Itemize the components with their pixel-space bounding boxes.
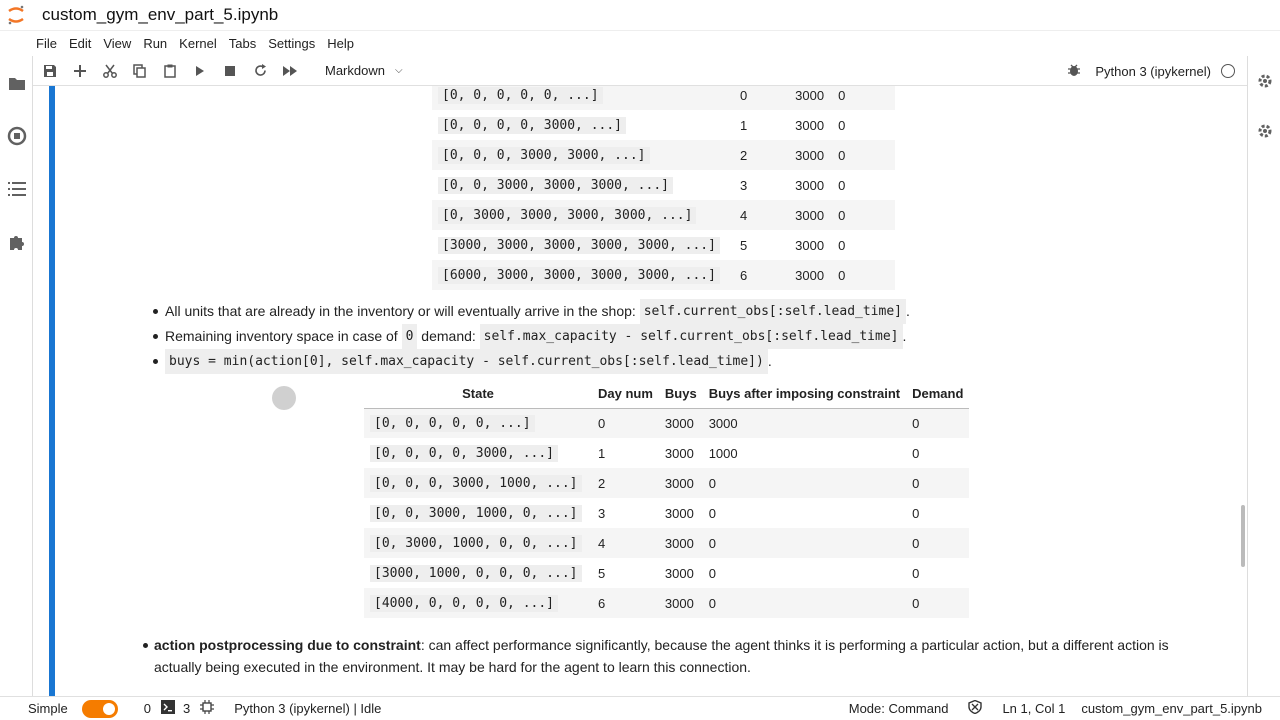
header-buys: Buys xyxy=(659,380,703,408)
table-cell: 0 xyxy=(906,528,969,558)
table-cell xyxy=(432,140,734,170)
cursor-position[interactable]: Ln 1, Col 1 xyxy=(1002,701,1066,716)
folder-icon[interactable] xyxy=(0,56,33,109)
table-cell: 4 xyxy=(592,528,659,558)
chevron-down-icon: ⌵ xyxy=(394,65,403,76)
jupyter-logo-icon xyxy=(0,0,32,31)
simple-mode-toggle[interactable] xyxy=(82,700,118,718)
menu-settings[interactable]: Settings xyxy=(268,35,316,51)
state-code: [0, 0, 0, 3000, 3000, ...] xyxy=(438,147,650,164)
table-cell: 2 xyxy=(734,140,789,170)
table-cell: 3000 xyxy=(659,468,703,498)
header-buys-after: Buys after imposing constraint xyxy=(703,380,906,408)
table-cell: 6 xyxy=(592,588,659,618)
table-cell: 3000 xyxy=(664,565,694,581)
menu-help[interactable]: Help xyxy=(327,35,354,51)
table-cell: 0 xyxy=(912,565,920,581)
table-cell xyxy=(432,230,734,260)
menu-edit[interactable]: Edit xyxy=(68,35,92,51)
table-row xyxy=(432,86,895,110)
add-cell-icon[interactable] xyxy=(65,57,95,85)
state-code: [6000, 3000, 3000, 3000, 3000, ...] xyxy=(438,267,720,284)
table-row xyxy=(364,558,969,588)
table-cell: 3 xyxy=(739,177,748,193)
running-kernels-icon[interactable] xyxy=(0,109,33,162)
table-cell: 0 xyxy=(703,588,906,618)
header-day-num: Day num xyxy=(592,380,659,408)
table-cell xyxy=(432,170,734,200)
active-cell-indicator xyxy=(49,86,55,696)
document-title: custom_gym_env_part_5.ipynb xyxy=(42,5,279,24)
inventory-table-1 xyxy=(432,86,895,290)
table-cell: 0 xyxy=(912,505,920,521)
table-cell: 2 xyxy=(592,468,659,498)
state-code: [0, 3000, 1000, 0, 0, ...] xyxy=(370,535,582,552)
table-cell: 3000 xyxy=(789,200,832,230)
table-cell xyxy=(364,498,592,528)
table-cell xyxy=(364,408,592,438)
table-cell: 0 xyxy=(838,117,846,133)
final-bullet xyxy=(143,634,1173,678)
table-row xyxy=(432,230,895,260)
table-cell: 0 xyxy=(906,588,969,618)
table-cell: 3000 xyxy=(795,117,825,133)
stop-icon[interactable] xyxy=(215,57,245,85)
cell-type-dropdown[interactable] xyxy=(325,63,403,78)
menu-file[interactable]: File xyxy=(36,35,57,51)
kernel-indicator[interactable] xyxy=(1067,56,1235,86)
table-cell: 3000 xyxy=(659,528,703,558)
table-cell: 3000 xyxy=(789,260,832,290)
table-cell: 0 xyxy=(708,565,716,581)
state-code: [0, 0, 0, 0, 3000, ...] xyxy=(370,445,558,462)
header-demand: Demand xyxy=(906,380,969,408)
left-sidebar xyxy=(0,56,33,696)
final-text: : can affect performance significantly, because the agent thinks it is performing a particular action, but a different action is actually being executed in the environment. It may be hard for the agent to learn this connection. xyxy=(154,637,1169,675)
cpu-chip-icon[interactable] xyxy=(200,700,214,717)
simple-mode-label: Simple xyxy=(28,701,68,716)
state-code: [0, 0, 0, 0, 0, ...] xyxy=(370,415,535,432)
table-row xyxy=(432,200,895,230)
table-cell: 0 xyxy=(734,86,789,110)
table-cell: 0 xyxy=(906,468,969,498)
kernel-count[interactable]: 0 xyxy=(143,701,151,716)
table-cell xyxy=(432,110,734,140)
restart-icon[interactable] xyxy=(245,57,275,85)
title-bar xyxy=(0,0,1280,31)
paste-icon[interactable] xyxy=(155,57,185,85)
menu-bar xyxy=(30,31,360,55)
table-cell: 0 xyxy=(912,445,920,461)
table-cell: 5 xyxy=(739,237,748,253)
debugger-bug-icon[interactable] xyxy=(1067,63,1081,80)
mouse-cursor xyxy=(272,386,296,410)
status-bar xyxy=(0,696,1280,720)
table-cell: 0 xyxy=(832,86,895,110)
state-code: [0, 0, 3000, 1000, 0, ...] xyxy=(370,505,582,522)
table-cell: 3000 xyxy=(664,445,694,461)
mode-indicator: Mode: Command xyxy=(848,701,949,716)
table-cell: 3000 xyxy=(795,237,825,253)
state-code: [4000, 0, 0, 0, 0, ...] xyxy=(370,595,558,612)
property-inspector-gear-icon[interactable] xyxy=(1248,56,1280,106)
table-cell: 5 xyxy=(598,565,606,581)
table-cell xyxy=(432,86,734,110)
table-cell: 3000 xyxy=(789,86,832,110)
copy-icon[interactable] xyxy=(125,57,155,85)
state-code: [0, 3000, 3000, 3000, 3000, ...] xyxy=(438,207,696,224)
constraint-table xyxy=(364,380,969,618)
trusted-shield-icon[interactable] xyxy=(968,700,982,717)
state-code: [0, 0, 0, 0, 0, ...] xyxy=(438,87,603,104)
terminal-count[interactable]: 3 xyxy=(182,701,191,716)
table-cell: 0 xyxy=(708,505,716,521)
table-cell: 3 xyxy=(598,505,606,521)
right-sidebar xyxy=(1247,56,1280,696)
table-row xyxy=(364,468,969,498)
state-code: [0, 0, 0, 3000, 1000, ...] xyxy=(370,475,582,492)
table-row xyxy=(364,498,969,528)
notebook-area xyxy=(33,86,1247,696)
table-cell: 3000 xyxy=(664,505,694,521)
table-cell xyxy=(432,200,734,230)
debugger-gear-icon[interactable] xyxy=(1248,106,1280,156)
table-cell: 3000 xyxy=(703,408,906,438)
table-cell: 0 xyxy=(832,140,895,170)
kernel-status-circle-icon xyxy=(1221,64,1235,78)
table-row xyxy=(432,170,895,200)
table-cell: 3000 xyxy=(659,408,703,438)
cut-icon[interactable] xyxy=(95,57,125,85)
table-row xyxy=(364,408,969,438)
table-cell: 0 xyxy=(703,468,906,498)
menu-tabs[interactable]: Tabs xyxy=(228,35,257,51)
run-icon[interactable] xyxy=(185,57,215,85)
kernel-status[interactable]: Python 3 (ipykernel) | Idle xyxy=(234,701,382,716)
run-all-icon[interactable] xyxy=(275,57,305,85)
table-of-contents-icon[interactable] xyxy=(0,162,33,215)
table-cell xyxy=(364,468,592,498)
state-code: [0, 0, 3000, 3000, 3000, ...] xyxy=(438,177,673,194)
menu-view[interactable]: View xyxy=(103,35,132,51)
menu-run[interactable]: Run xyxy=(143,35,168,51)
table-cell xyxy=(432,260,734,290)
state-code: [3000, 1000, 0, 0, 0, ...] xyxy=(370,565,582,582)
list-item: All units that are already in the inventory or will eventually arrive in the shop: self.current_obs[:self.lead_time] . xyxy=(153,299,910,324)
kernel-name[interactable]: Python 3 (ipykernel) xyxy=(1095,63,1211,79)
table-cell xyxy=(364,588,592,618)
bullet-list xyxy=(153,299,910,374)
status-filename: custom_gym_env_part_5.ipynb xyxy=(1081,701,1262,716)
table-cell: 3000 xyxy=(659,588,703,618)
table-cell: 0 xyxy=(832,200,895,230)
save-icon[interactable] xyxy=(35,57,65,85)
table-row xyxy=(432,140,895,170)
table-cell: 0 xyxy=(838,237,846,253)
cell-type-label: Markdown xyxy=(325,63,385,78)
table-cell: 3000 xyxy=(795,177,825,193)
table-cell: 0 xyxy=(906,408,969,438)
table-cell: 6 xyxy=(734,260,789,290)
table-cell: 0 xyxy=(832,260,895,290)
table-cell xyxy=(364,558,592,588)
final-bold: action postprocessing due to constraint xyxy=(154,637,421,653)
table-row xyxy=(364,588,969,618)
list-item: buys = min(action[0], self.max_capacity - self.current_obs[:self.lead_time]) . xyxy=(153,349,910,374)
table-cell: 1 xyxy=(739,117,748,133)
table-cell: 0 xyxy=(592,408,659,438)
scrollbar[interactable] xyxy=(1241,505,1245,567)
table-cell xyxy=(364,438,592,468)
table-cell: 4 xyxy=(734,200,789,230)
state-code: [0, 0, 0, 0, 3000, ...] xyxy=(438,117,626,134)
header-state: State xyxy=(364,380,592,408)
table-row xyxy=(432,260,895,290)
table-row xyxy=(432,110,895,140)
terminal-icon[interactable] xyxy=(161,700,175,717)
table-cell: 1000 xyxy=(708,445,738,461)
list-item: Remaining inventory space in case of 0 demand: self.max_capacity - self.current_obs[:self.lead_time] . xyxy=(153,324,910,349)
extension-puzzle-icon[interactable] xyxy=(0,215,33,268)
notebook-toolbar xyxy=(33,56,1247,86)
table-cell: 0 xyxy=(838,177,846,193)
table-cell: 1 xyxy=(598,445,606,461)
table-cell: 3000 xyxy=(789,140,832,170)
table-row xyxy=(364,528,969,558)
table-row xyxy=(364,438,969,468)
menu-kernel[interactable]: Kernel xyxy=(179,35,217,51)
table-cell xyxy=(364,528,592,558)
table-cell: 0 xyxy=(703,528,906,558)
state-code: [3000, 3000, 3000, 3000, 3000, ...] xyxy=(438,237,720,254)
